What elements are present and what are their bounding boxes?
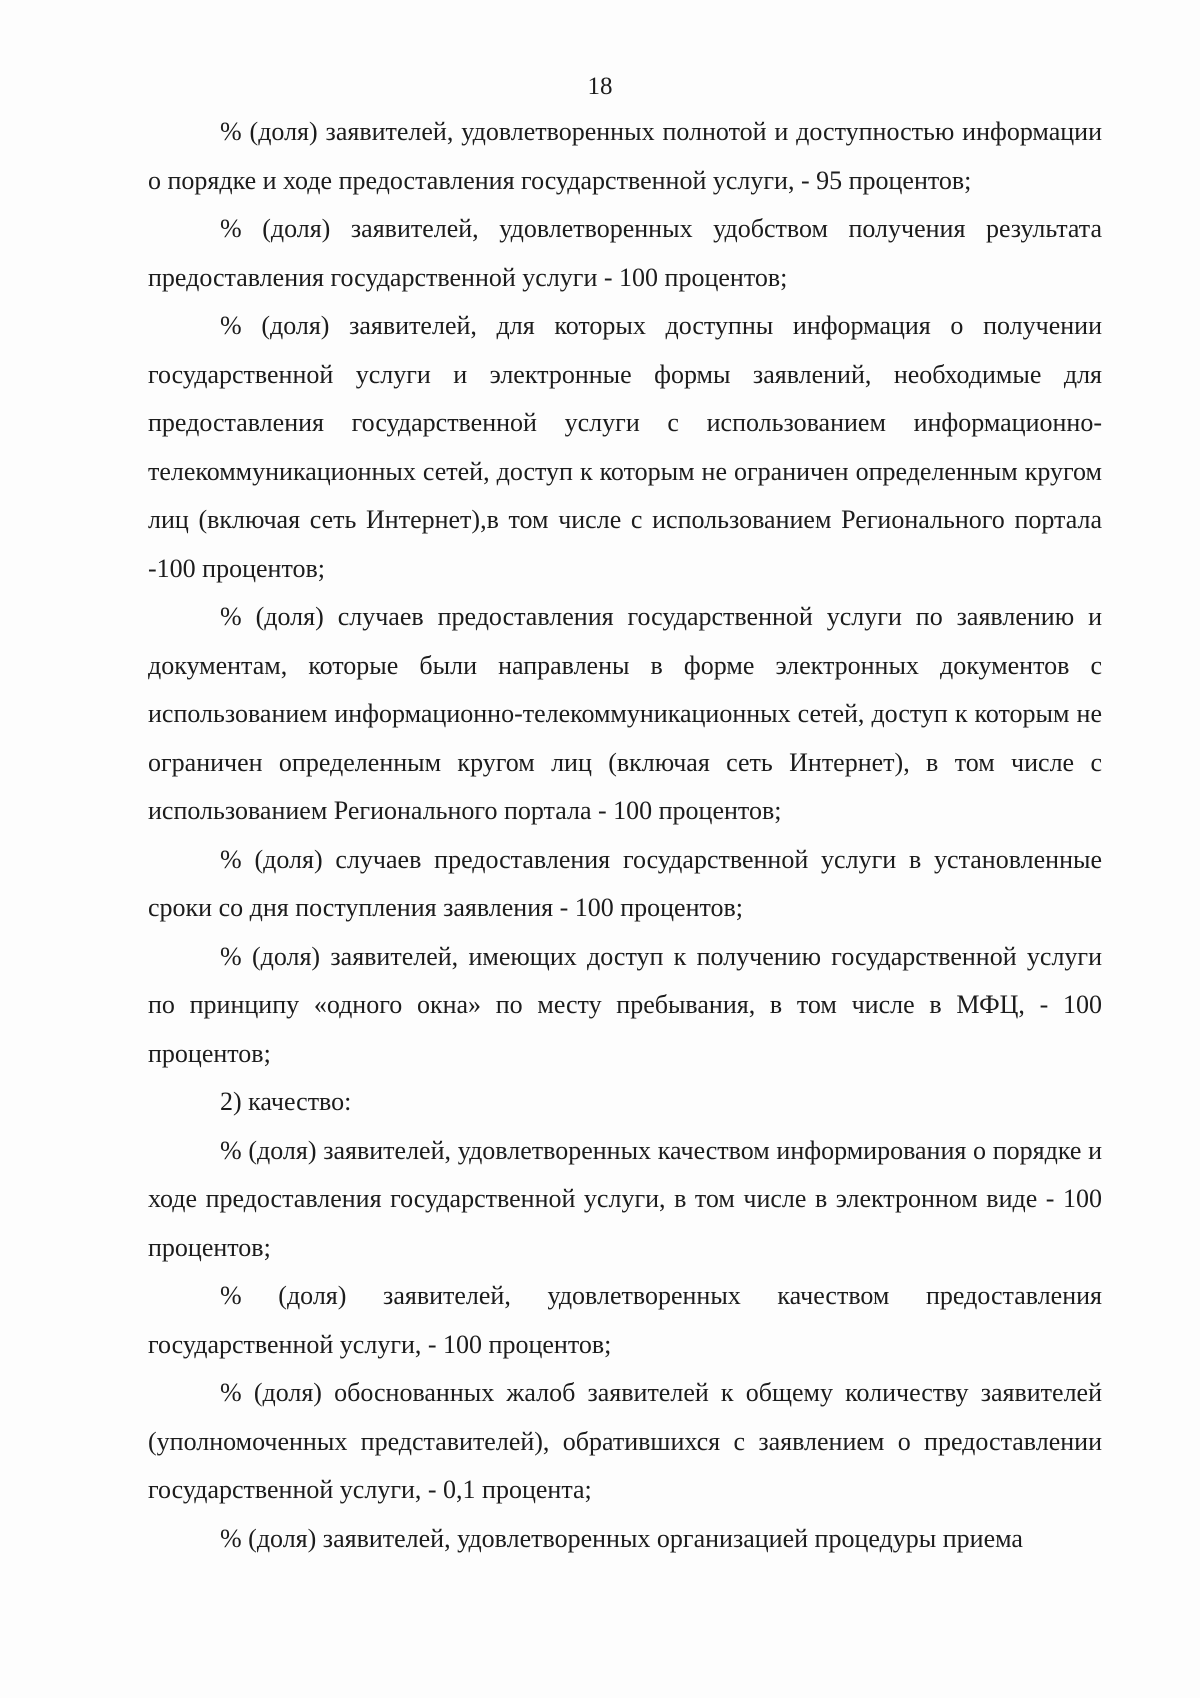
paragraph-quality-informing: % (доля) заявителей, удовлетворенных качеством информирования о порядке и ходе предоставления государственной услуги, в том числе в электронном виде - 100 процентов; — [148, 1135, 1102, 1262]
page-number: 18 — [587, 73, 613, 100]
paragraph-quality-service: % (доля) заявителей, удовлетворенных качеством предоставления государственной услуги, - 100 процентов; — [148, 1281, 1102, 1359]
paragraph-completeness-information: % (доля) заявителей, удовлетворенных полнотой и доступностью информации о порядке и ходе предоставления государственной услуги, - 95 процентов; — [148, 117, 1102, 195]
paragraph-quality-heading: 2) качество: — [220, 1087, 352, 1116]
paragraph-one-window-access: % (доля) заявителей, имеющих доступ к получению государственной услуги по принципу «одного окна» по месту пребывания, в том числе в МФЦ, - 100 процентов; — [148, 941, 1102, 1068]
paragraph-deadlines: % (доля) случаев предоставления государственной услуги в установленные сроки со дня поступления заявления - 100 процентов; — [148, 844, 1102, 922]
paragraph-convenience-result: % (доля) заявителей, удовлетворенных удобством получения результата предоставления государственной услуги - 100 процентов; — [148, 214, 1102, 292]
paragraph-electronic-forms-availability: % (доля) заявителей, для которых доступны информация о получении государственной услуги и электронные формы заявлений, необходимые для предоставления государственной услуги с использованием информационно-телекоммуникационных сетей, доступ к которым не ограничен определенным кругом лиц (включая сеть Интернет),в том числе с использованием Регионального портала -100 процентов; — [148, 311, 1102, 583]
paragraph-electronic-applications: % (доля) случаев предоставления государственной услуги по заявлению и документам, которые были направлены в форме электронных документов с использованием информационно-телекоммуникационных сетей, доступ к которым не ограничен определенным кругом лиц (включая сеть Интернет), в том числе с использованием Регионального портала - 100 процентов; — [148, 602, 1102, 825]
document-body — [148, 108, 1102, 1563]
paragraph-justified-complaints: % (доля) обоснованных жалоб заявителей к общему количеству заявителей (уполномоченных представителей), обратившихся с заявлением о предоставлении государственной услуги, - 0,1 процента; — [148, 1378, 1102, 1504]
paragraph-reception-procedure: % (доля) заявителей, удовлетворенных организацией процедуры приема — [220, 1523, 1023, 1553]
